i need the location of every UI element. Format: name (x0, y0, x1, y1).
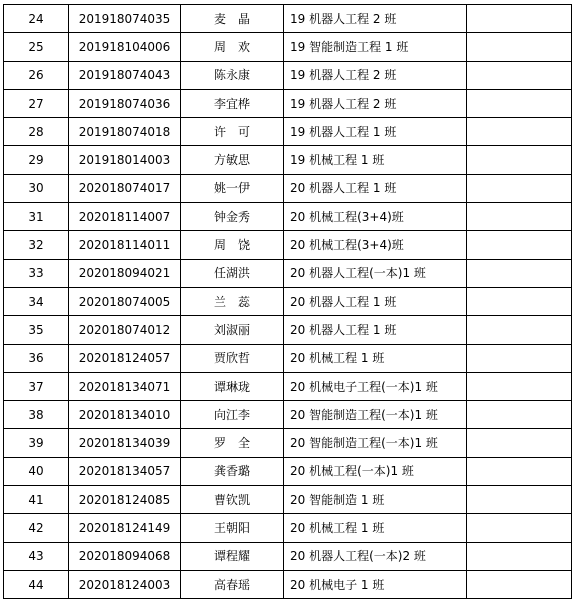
row-index-cell: 27 (4, 89, 69, 117)
remark-cell (467, 5, 572, 33)
row-index-cell: 37 (4, 372, 69, 400)
class-name-cell: 20 智能制造 1 班 (284, 486, 467, 514)
remark-cell (467, 514, 572, 542)
student-id-cell: 201918074043 (69, 61, 181, 89)
row-index-cell: 30 (4, 174, 69, 202)
remark-cell (467, 486, 572, 514)
class-name-cell: 20 机械电子工程(一本)1 班 (284, 372, 467, 400)
remark-cell (467, 203, 572, 231)
student-id-cell: 202018124057 (69, 344, 181, 372)
table-row (4, 429, 572, 457)
row-index-cell: 35 (4, 316, 69, 344)
table-row (4, 61, 572, 89)
class-name-cell: 20 智能制造工程(一本)1 班 (284, 401, 467, 429)
remark-cell (467, 118, 572, 146)
student-id-cell: 202018114011 (69, 231, 181, 259)
remark-cell (467, 429, 572, 457)
row-index-cell: 39 (4, 429, 69, 457)
student-id-cell: 202018074012 (69, 316, 181, 344)
student-id-cell: 202018094021 (69, 259, 181, 287)
class-name-cell: 20 机械电子 1 班 (284, 570, 467, 598)
class-name-cell: 20 机械工程 1 班 (284, 344, 467, 372)
student-name-cell: 姚一伊 (181, 174, 284, 202)
student-name-cell: 周 饶 (181, 231, 284, 259)
remark-cell (467, 259, 572, 287)
class-name-cell: 20 机械工程(一本)1 班 (284, 457, 467, 485)
table-row (4, 316, 572, 344)
student-id-cell: 202018074005 (69, 287, 181, 315)
roster-table-body (4, 5, 572, 599)
student-id-cell: 202018074017 (69, 174, 181, 202)
student-name-cell: 麦 晶 (181, 5, 284, 33)
class-name-cell: 20 机器人工程(一本)1 班 (284, 259, 467, 287)
class-name-cell: 20 机械工程 1 班 (284, 514, 467, 542)
class-name-cell: 19 机械工程 1 班 (284, 146, 467, 174)
row-index-cell: 38 (4, 401, 69, 429)
student-name-cell: 刘淑丽 (181, 316, 284, 344)
remark-cell (467, 372, 572, 400)
roster-sheet (3, 4, 571, 599)
student-name-cell: 方敏思 (181, 146, 284, 174)
student-name-cell: 周 欢 (181, 33, 284, 61)
remark-cell (467, 174, 572, 202)
row-index-cell: 33 (4, 259, 69, 287)
class-name-cell: 20 机器人工程 1 班 (284, 316, 467, 344)
student-id-cell: 202018134071 (69, 372, 181, 400)
row-index-cell: 34 (4, 287, 69, 315)
student-name-cell: 王朝阳 (181, 514, 284, 542)
class-name-cell: 20 机器人工程 1 班 (284, 287, 467, 315)
student-id-cell: 202018124003 (69, 570, 181, 598)
table-row (4, 89, 572, 117)
student-id-cell: 201918074035 (69, 5, 181, 33)
row-index-cell: 25 (4, 33, 69, 61)
row-index-cell: 24 (4, 5, 69, 33)
table-row (4, 174, 572, 202)
row-index-cell: 36 (4, 344, 69, 372)
table-row (4, 372, 572, 400)
student-name-cell: 高春瑶 (181, 570, 284, 598)
student-name-cell: 钟金秀 (181, 203, 284, 231)
table-row (4, 118, 572, 146)
row-index-cell: 32 (4, 231, 69, 259)
student-id-cell: 201918014003 (69, 146, 181, 174)
table-row (4, 457, 572, 485)
table-row (4, 287, 572, 315)
remark-cell (467, 287, 572, 315)
row-index-cell: 41 (4, 486, 69, 514)
row-index-cell: 42 (4, 514, 69, 542)
student-name-cell: 陈永康 (181, 61, 284, 89)
student-id-cell: 201918074018 (69, 118, 181, 146)
class-name-cell: 20 机械工程(3+4)班 (284, 203, 467, 231)
row-index-cell: 31 (4, 203, 69, 231)
table-row (4, 344, 572, 372)
table-row (4, 5, 572, 33)
class-name-cell: 20 智能制造工程(一本)1 班 (284, 429, 467, 457)
remark-cell (467, 231, 572, 259)
table-row (4, 33, 572, 61)
row-index-cell: 28 (4, 118, 69, 146)
student-name-cell: 曹钦凯 (181, 486, 284, 514)
student-id-cell: 201918104006 (69, 33, 181, 61)
remark-cell (467, 146, 572, 174)
remark-cell (467, 401, 572, 429)
student-name-cell: 任湖洪 (181, 259, 284, 287)
table-row (4, 570, 572, 598)
remark-cell (467, 61, 572, 89)
remark-cell (467, 542, 572, 570)
class-name-cell: 19 智能制造工程 1 班 (284, 33, 467, 61)
remark-cell (467, 89, 572, 117)
student-name-cell: 谭琳珑 (181, 372, 284, 400)
class-name-cell: 19 机器人工程 2 班 (284, 61, 467, 89)
table-row (4, 514, 572, 542)
class-name-cell: 20 机械工程(3+4)班 (284, 231, 467, 259)
table-row (4, 542, 572, 570)
row-index-cell: 26 (4, 61, 69, 89)
student-id-cell: 202018124149 (69, 514, 181, 542)
student-id-cell: 202018124085 (69, 486, 181, 514)
student-roster-table (3, 4, 572, 599)
table-row (4, 231, 572, 259)
remark-cell (467, 457, 572, 485)
student-name-cell: 贾欣哲 (181, 344, 284, 372)
student-name-cell: 兰 蕊 (181, 287, 284, 315)
student-id-cell: 202018094068 (69, 542, 181, 570)
class-name-cell: 20 机器人工程 1 班 (284, 174, 467, 202)
student-id-cell: 202018134057 (69, 457, 181, 485)
row-index-cell: 44 (4, 570, 69, 598)
class-name-cell: 19 机器人工程 1 班 (284, 118, 467, 146)
student-name-cell: 罗 全 (181, 429, 284, 457)
table-row (4, 401, 572, 429)
class-name-cell: 20 机器人工程(一本)2 班 (284, 542, 467, 570)
remark-cell (467, 570, 572, 598)
table-row (4, 486, 572, 514)
student-id-cell: 202018134039 (69, 429, 181, 457)
student-name-cell: 许 可 (181, 118, 284, 146)
student-name-cell: 向江李 (181, 401, 284, 429)
student-name-cell: 谭程耀 (181, 542, 284, 570)
student-id-cell: 202018134010 (69, 401, 181, 429)
remark-cell (467, 33, 572, 61)
student-name-cell: 李宜桦 (181, 89, 284, 117)
student-name-cell: 龚香璐 (181, 457, 284, 485)
table-row (4, 259, 572, 287)
row-index-cell: 40 (4, 457, 69, 485)
table-row (4, 203, 572, 231)
remark-cell (467, 344, 572, 372)
class-name-cell: 19 机器人工程 2 班 (284, 5, 467, 33)
student-id-cell: 201918074036 (69, 89, 181, 117)
student-id-cell: 202018114007 (69, 203, 181, 231)
class-name-cell: 19 机器人工程 2 班 (284, 89, 467, 117)
row-index-cell: 29 (4, 146, 69, 174)
row-index-cell: 43 (4, 542, 69, 570)
remark-cell (467, 316, 572, 344)
table-row (4, 146, 572, 174)
